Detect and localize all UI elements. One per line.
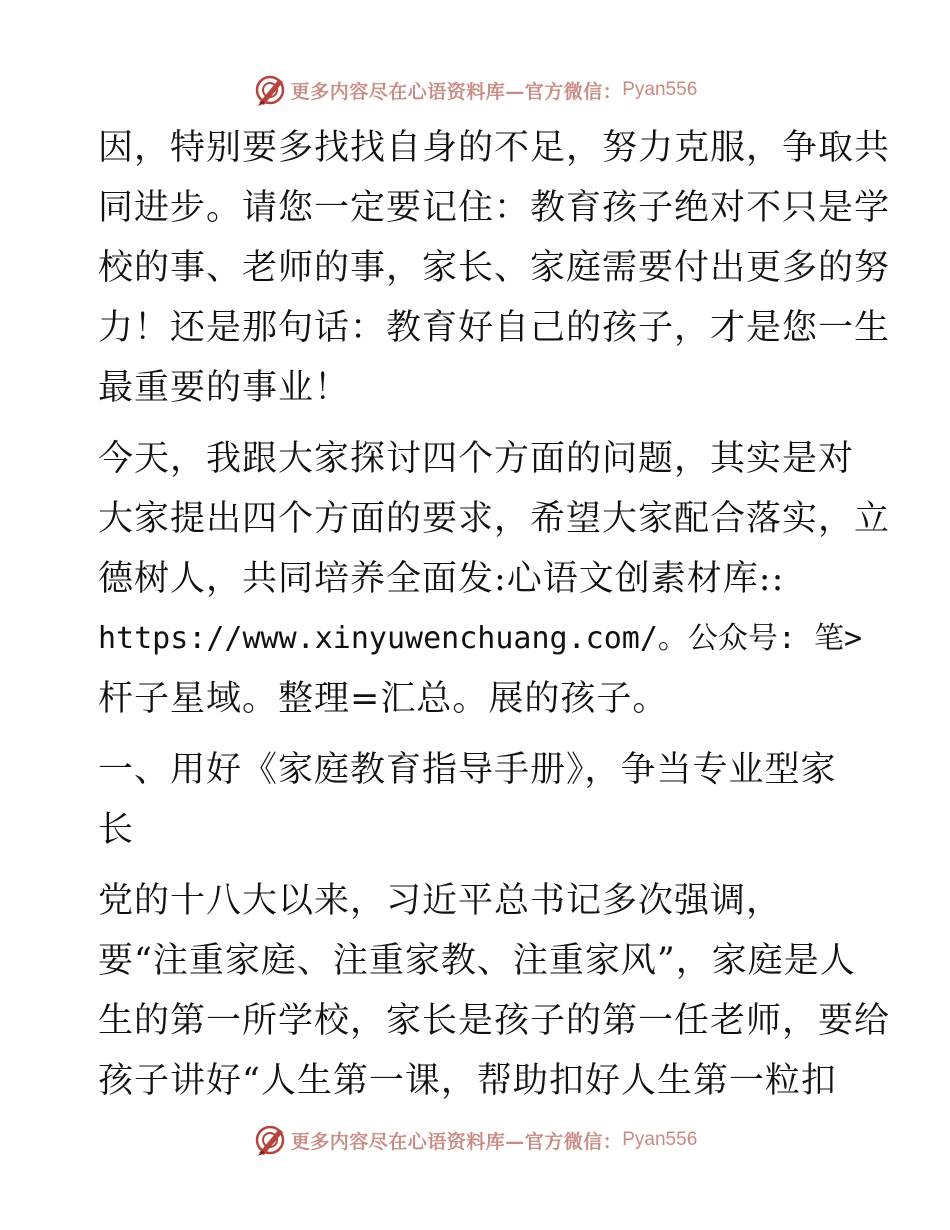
text-line: 因，特别要多找找自身的不足，努力克服，争取共 (98, 128, 891, 168)
header-banner-text: 更多内容尽在心语资料库—官方微信： (290, 80, 623, 103)
text-line: 德树人，共同培养全面发:心语文创素材库:: (98, 559, 785, 599)
footer-wechat-id: Pyan556 (622, 1129, 698, 1150)
text-line: 大家提出四个方面的要求，希望大家配合落实，立 (98, 499, 891, 539)
text-line: 同进步。请您一定要记住：教育孩子绝对不只是学 (98, 188, 891, 228)
text-line: 长 (98, 810, 135, 850)
pen-logo-icon (253, 1123, 287, 1157)
paragraph-2 (98, 429, 891, 729)
text-line: 要“注重家庭、注重家教、注重家风”，家庭是人 (98, 941, 856, 981)
text-line: 党的十八大以来，习近平总书记多次强调， (98, 881, 783, 921)
header-wechat-id: Pyan556 (622, 79, 698, 100)
text-line: 生的第一所学校，家长是孩子的第一任老师，要给 (98, 1001, 891, 1041)
text-line: 今天，我跟大家探讨四个方面的问题，其实是对 (98, 439, 855, 479)
text-line: 孩子讲好“人生第一课，帮助扣好人生第一粒扣 (98, 1061, 837, 1101)
text-line: 杆子星域。整理=汇总。展的孩子。 (98, 679, 669, 719)
text-line: 力！还是那句话：教育好自己的孩子，才是您一生 (98, 308, 891, 348)
footer-banner-text: 更多内容尽在心语资料库—官方微信： (290, 1130, 623, 1153)
section-heading (98, 740, 858, 860)
header-banner (0, 70, 950, 110)
text-line: 最重要的事业！ (98, 368, 351, 408)
paragraph-4 (98, 871, 891, 1111)
paragraph-1 (98, 118, 891, 418)
text-line: 校的事、老师的事，家长、家庭需要付出更多的努 (98, 248, 891, 288)
url-line: https://www.xinyuwenchuang.com/。公众号: 笔> (98, 621, 863, 656)
text-line: 一、用好《家庭教育指导手册》，争当专业型家 (98, 750, 837, 790)
footer-banner (0, 1120, 950, 1160)
document-body (98, 118, 891, 1111)
pen-logo-icon (253, 73, 287, 107)
